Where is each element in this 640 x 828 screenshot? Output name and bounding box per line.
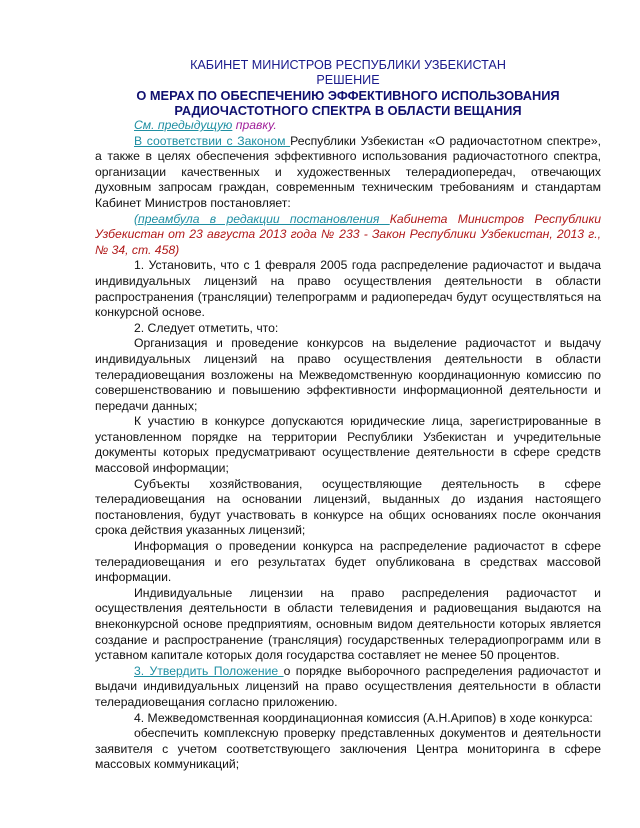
see-previous-note	[95, 118, 601, 134]
paragraph-item-4: 4. Межведомственная координационная комиссия (А.Н.Арипов) в ходе конкурса:	[134, 710, 593, 725]
preamble-paragraph	[95, 134, 601, 212]
paragraph-item-3	[95, 664, 601, 711]
paragraph-entities: Субъекты хозяйствования, осуществляющие деятельность в сфере телерадиовещания на основании лицензий, выданных до издания настоящего постановления, будут участвовать в конкурсе на общих основаниях после окончания срока действия указанных лицензий;	[95, 476, 601, 538]
paragraph-participation: К участию в конкурсе допускаются юридические лица, зарегистрированные в установленном порядке на территории Республики Узбекистан и учредительные документы которых предусматривают осуществление деятельности в сфере средств массовой информации;	[95, 414, 601, 476]
preamble-edition-note	[95, 212, 601, 259]
paragraph-organization: Организация и проведение конкурсов на выделение радиочастот и выдачу индивидуальных лицензий на право осуществления деятельности в области телерадиовещания возложены на Межведомственную координационную комиссию по совершенствованию и повышению эффективности информационной деятельности и передачи данных;	[95, 336, 601, 413]
paragraph-item-2: 2. Следует отметить, что:	[134, 320, 279, 335]
document-type-heading: РЕШЕНИЕ	[316, 73, 380, 87]
item-3-text: о порядке выборочного распределения радиочастот и выдачи индивидуальных лицензий на право осуществления деятельности в области телерадиовещания согласно приложению.	[95, 663, 601, 709]
issuer-heading: КАБИНЕТ МИНИСТРОВ РЕСПУБЛИКИ УЗБЕКИСТАН	[190, 58, 506, 72]
paragraph-individual-licenses: Индивидуальные лицензии на право распределения радиочастот и осуществления деятельности в области телевидения и радиовещания выдаются на внеконкурсной основе предприятиям, основным видом деятельности которых является создание и распространение (трансляция) государственных телерадиопрограмм или в уставном капитале которых доля государства составляет не менее 50 процентов.	[95, 585, 601, 663]
approve-regulation-link[interactable]: 3. Утвердить Положение	[134, 663, 284, 678]
see-previous-link[interactable]: См. предыдущую	[134, 118, 233, 132]
edition-source-text: Кабинета Министров Республики Узбекистан от 23 августа 2013 года № 233 - Закон Республики Узбекистан, 2013 г., № 34, ст. 458)	[95, 211, 601, 257]
document-title-line1: О МЕРАХ ПО ОБЕСПЕЧЕНИЮ ЭФФЕКТИВНОГО ИСПОЛЬЗОВАНИЯ	[136, 88, 560, 103]
law-link[interactable]: В соответствии с Законом	[134, 133, 291, 148]
document-title-line2: РАДИОЧАСТОТНОГО СПЕКТРА В ОБЛАСТИ ВЕЩАНИЯ	[174, 103, 522, 118]
edition-link[interactable]: (преамбула в редакции постановления	[134, 211, 390, 226]
paragraph-information: Информация о проведении конкурса на распределение радиочастот в сфере телерадиовещания и его результатах будет опубликована в средствах массовой информации.	[95, 539, 601, 585]
see-previous-text: правку.	[232, 118, 277, 132]
paragraph-item-4-sub: обеспечить комплексную проверку представленных документов и деятельности заявителя с учетом соответствующего заключения Центра мониторинга в сфере массовых коммуникаций;	[95, 726, 601, 772]
document-page	[95, 58, 601, 773]
preamble-text: Республики Узбекистан «О радиочастотном спектре», а также в целях обеспечения эффективного использования радиочастотного спектра, организации качественных и художественных телерадиопередач, отвечающих духовным запросам граждан, современным техническим требованиям и стандартам Кабинет Министров постановляет:	[95, 133, 601, 210]
paragraph-item-1: 1. Установить, что с 1 февраля 2005 года распределение радиочастот и выдача индивидуальных лицензий на право осуществления деятельности в области распространения (трансляции) телепрограмм и радиопередач будут осуществляться на конкурсной основе.	[95, 258, 601, 320]
